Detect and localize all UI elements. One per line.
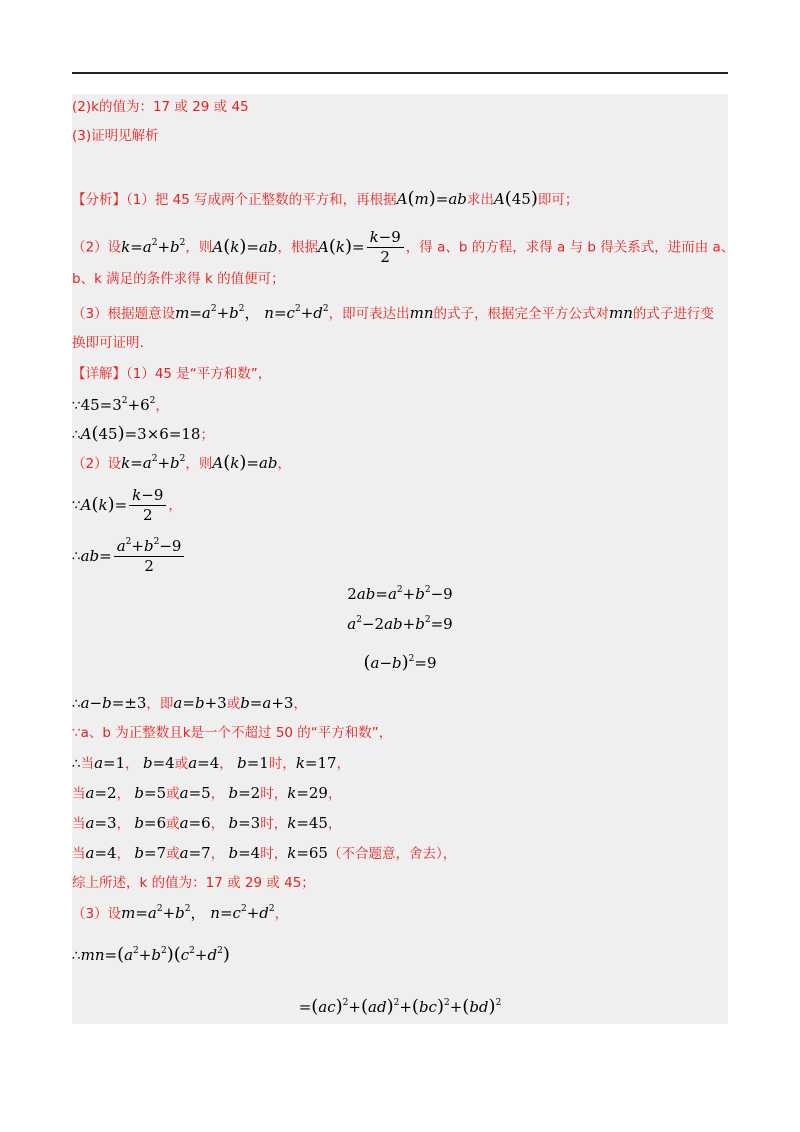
case-k-value: 17 bbox=[317, 754, 337, 772]
eq-step-3: $(a-b)^2=9$ bbox=[363, 652, 437, 673]
detail-text: 即 bbox=[159, 696, 174, 712]
analysis-text: 即可； bbox=[537, 192, 579, 208]
analysis-line-2: （2）设$k=a^2+b^2$，则A(k)=ab，根据A(k)= $\frac{k-9}{2}$ ，得 a、b 的方程，求得 a 与 b 得关系式，进而由 a、 bbox=[72, 228, 735, 266]
because-symbol: ∵ bbox=[72, 398, 81, 414]
detail-text: 时， bbox=[260, 846, 288, 862]
therefore-symbol: ∴ bbox=[72, 696, 81, 712]
detail-text: 或 bbox=[166, 846, 180, 862]
analysis-text: 的式子进行变 bbox=[632, 306, 714, 322]
analysis-text: ，则 bbox=[185, 239, 213, 256]
case-a-value: 4 bbox=[209, 754, 220, 772]
detail-line-4: （2）设$k=a^2+b^2$，则A(k)=ab， bbox=[72, 452, 291, 473]
therefore-symbol: ∴ bbox=[72, 427, 81, 443]
summary-line: 综上所述，k 的值为：17 或 29 或 45； bbox=[72, 875, 315, 891]
analysis-text: 的式子，根据完全平方公式对 bbox=[433, 306, 609, 322]
header-rule bbox=[72, 72, 728, 74]
part3-answer: (3)证明见解析 bbox=[72, 128, 159, 144]
therefore-symbol: ∴ bbox=[72, 756, 81, 772]
detail-text: 或 bbox=[174, 756, 189, 772]
case-b-value: 2 bbox=[250, 784, 261, 802]
case-a-value: 6 bbox=[201, 814, 211, 832]
case-a-value: 4 bbox=[107, 844, 117, 862]
detail-text: 当 bbox=[72, 846, 86, 862]
detail-text: （1）45 是“平方和数”， bbox=[126, 366, 272, 382]
detail-text: 或 bbox=[166, 786, 180, 802]
detail-tag: 【详解】 bbox=[72, 366, 126, 382]
detail-line-5: ∵A(k)= $\frac{k-9}{2}$ ， bbox=[72, 486, 182, 524]
detail-text: 当 bbox=[72, 816, 86, 832]
detail-line-1 bbox=[72, 363, 271, 385]
case-b-value: 1 bbox=[259, 754, 269, 772]
case-k-value: 45 bbox=[308, 814, 328, 832]
analysis-text: （2）设 bbox=[72, 239, 122, 256]
detail-text: 时， bbox=[268, 756, 296, 772]
detail-text: 当 bbox=[72, 786, 86, 802]
analysis-text: ，得 a、b 的方程，求得 a 与 b 得关系式，进而由 a、 bbox=[405, 239, 735, 256]
case-b-value: 6 bbox=[156, 814, 167, 832]
analysis-text: （1）把 45 写成两个正整数的平方和，再根据 bbox=[126, 192, 397, 208]
case-row: ∴当a=1， b=4或a=4， b=1时，k=17， bbox=[72, 754, 351, 772]
case-k-value: 65 bbox=[308, 844, 328, 862]
detail-line-7: ∴a−b=±3，即a=b+3或b=a+3， bbox=[72, 694, 307, 712]
detail-line-3: ∴A(45)=3×6=18； bbox=[72, 423, 214, 444]
detail-text: ，则 bbox=[185, 456, 213, 472]
eq-step-2: $a^2-2ab+b^2=9$ bbox=[347, 615, 453, 633]
analysis-line-5: 换即可证明. bbox=[72, 335, 144, 351]
case-a-value: 1 bbox=[115, 754, 126, 772]
because-symbol: ∵ bbox=[72, 497, 81, 514]
final-expansion: =(ac)$^2$+(ad)$^2$+(bc)$^2$+(bd)$^2$ bbox=[298, 996, 502, 1017]
detail-text: （3）设 bbox=[72, 906, 122, 922]
case-b-value: 4 bbox=[165, 754, 175, 772]
analysis-tag: 【分析】 bbox=[72, 192, 126, 208]
case-row: 当a=3， b=6或a=6， b=3时，k=45， bbox=[72, 814, 342, 832]
analysis-text: ，即可表达出 bbox=[328, 306, 410, 322]
detail-line-8: ∵a、b 为正整数且k是一个不超过 50 的“平方和数”， bbox=[72, 725, 393, 741]
detail-line-10: $\therefore mn=(a^2+b^2)(c^2+d^2)$ bbox=[72, 944, 230, 965]
detail-line-2: $\because 45=3^2+6^2$， bbox=[72, 396, 169, 414]
therefore-symbol: ∴ bbox=[72, 948, 81, 964]
analysis-line-3: b、k 满足的条件求得 k 的值便可； bbox=[72, 271, 285, 287]
detail-line-6: ∴ab= $\frac{a^2+b^2-9}{2}$ bbox=[72, 537, 186, 576]
detail-text: 或 bbox=[166, 816, 180, 832]
eq-step-1: $2ab=a^2+b^2-9$ bbox=[347, 585, 453, 603]
case-row: 当a=4， b=7或a=7， b=4时，k=65（不合题意，舍去）， bbox=[72, 844, 457, 862]
analysis-text: 求出 bbox=[466, 192, 494, 208]
detail-line-9: （3）设$m=a^2+b^2$， $n=c^2+d^2$， bbox=[72, 904, 289, 922]
detail-text: 当 bbox=[80, 756, 95, 772]
case-k-value: 29 bbox=[308, 784, 328, 802]
case-a-value: 7 bbox=[201, 844, 211, 862]
detail-text: 或 bbox=[226, 696, 241, 712]
case-b-value: 7 bbox=[156, 844, 167, 862]
part2-answer: (2)k的值为：17 或 29 或 45 bbox=[72, 99, 249, 115]
case-b-value: 5 bbox=[156, 784, 167, 802]
analysis-line-4: （3）根据题意设$m=a^2+b^2$， $n=c^2+d^2$，即可表达出mn的式子，根据完全平方公式对mn的式子进行变 bbox=[72, 304, 714, 322]
analysis-line-1: 【分析】（1）把 45 写成两个正整数的平方和，再根据A(m)=ab求出A(45)即可； bbox=[72, 188, 579, 209]
case-row: 当a=2， b=5或a=5， b=2时，k=29， bbox=[72, 784, 342, 802]
detail-text: （2）设 bbox=[72, 456, 122, 472]
detail-text: 时， bbox=[260, 786, 288, 802]
detail-text: 时， bbox=[260, 816, 288, 832]
analysis-text: ，根据 bbox=[277, 239, 318, 256]
case-b-value: 3 bbox=[250, 814, 261, 832]
case-a-value: 5 bbox=[201, 784, 211, 802]
case-a-value: 3 bbox=[107, 814, 117, 832]
analysis-text: （3）根据题意设 bbox=[72, 306, 176, 322]
therefore-symbol: ∴ bbox=[72, 548, 81, 565]
case-a-value: 2 bbox=[107, 784, 117, 802]
reject-note: （不合题意，舍去）， bbox=[327, 846, 457, 862]
case-b-value: 4 bbox=[250, 844, 261, 862]
